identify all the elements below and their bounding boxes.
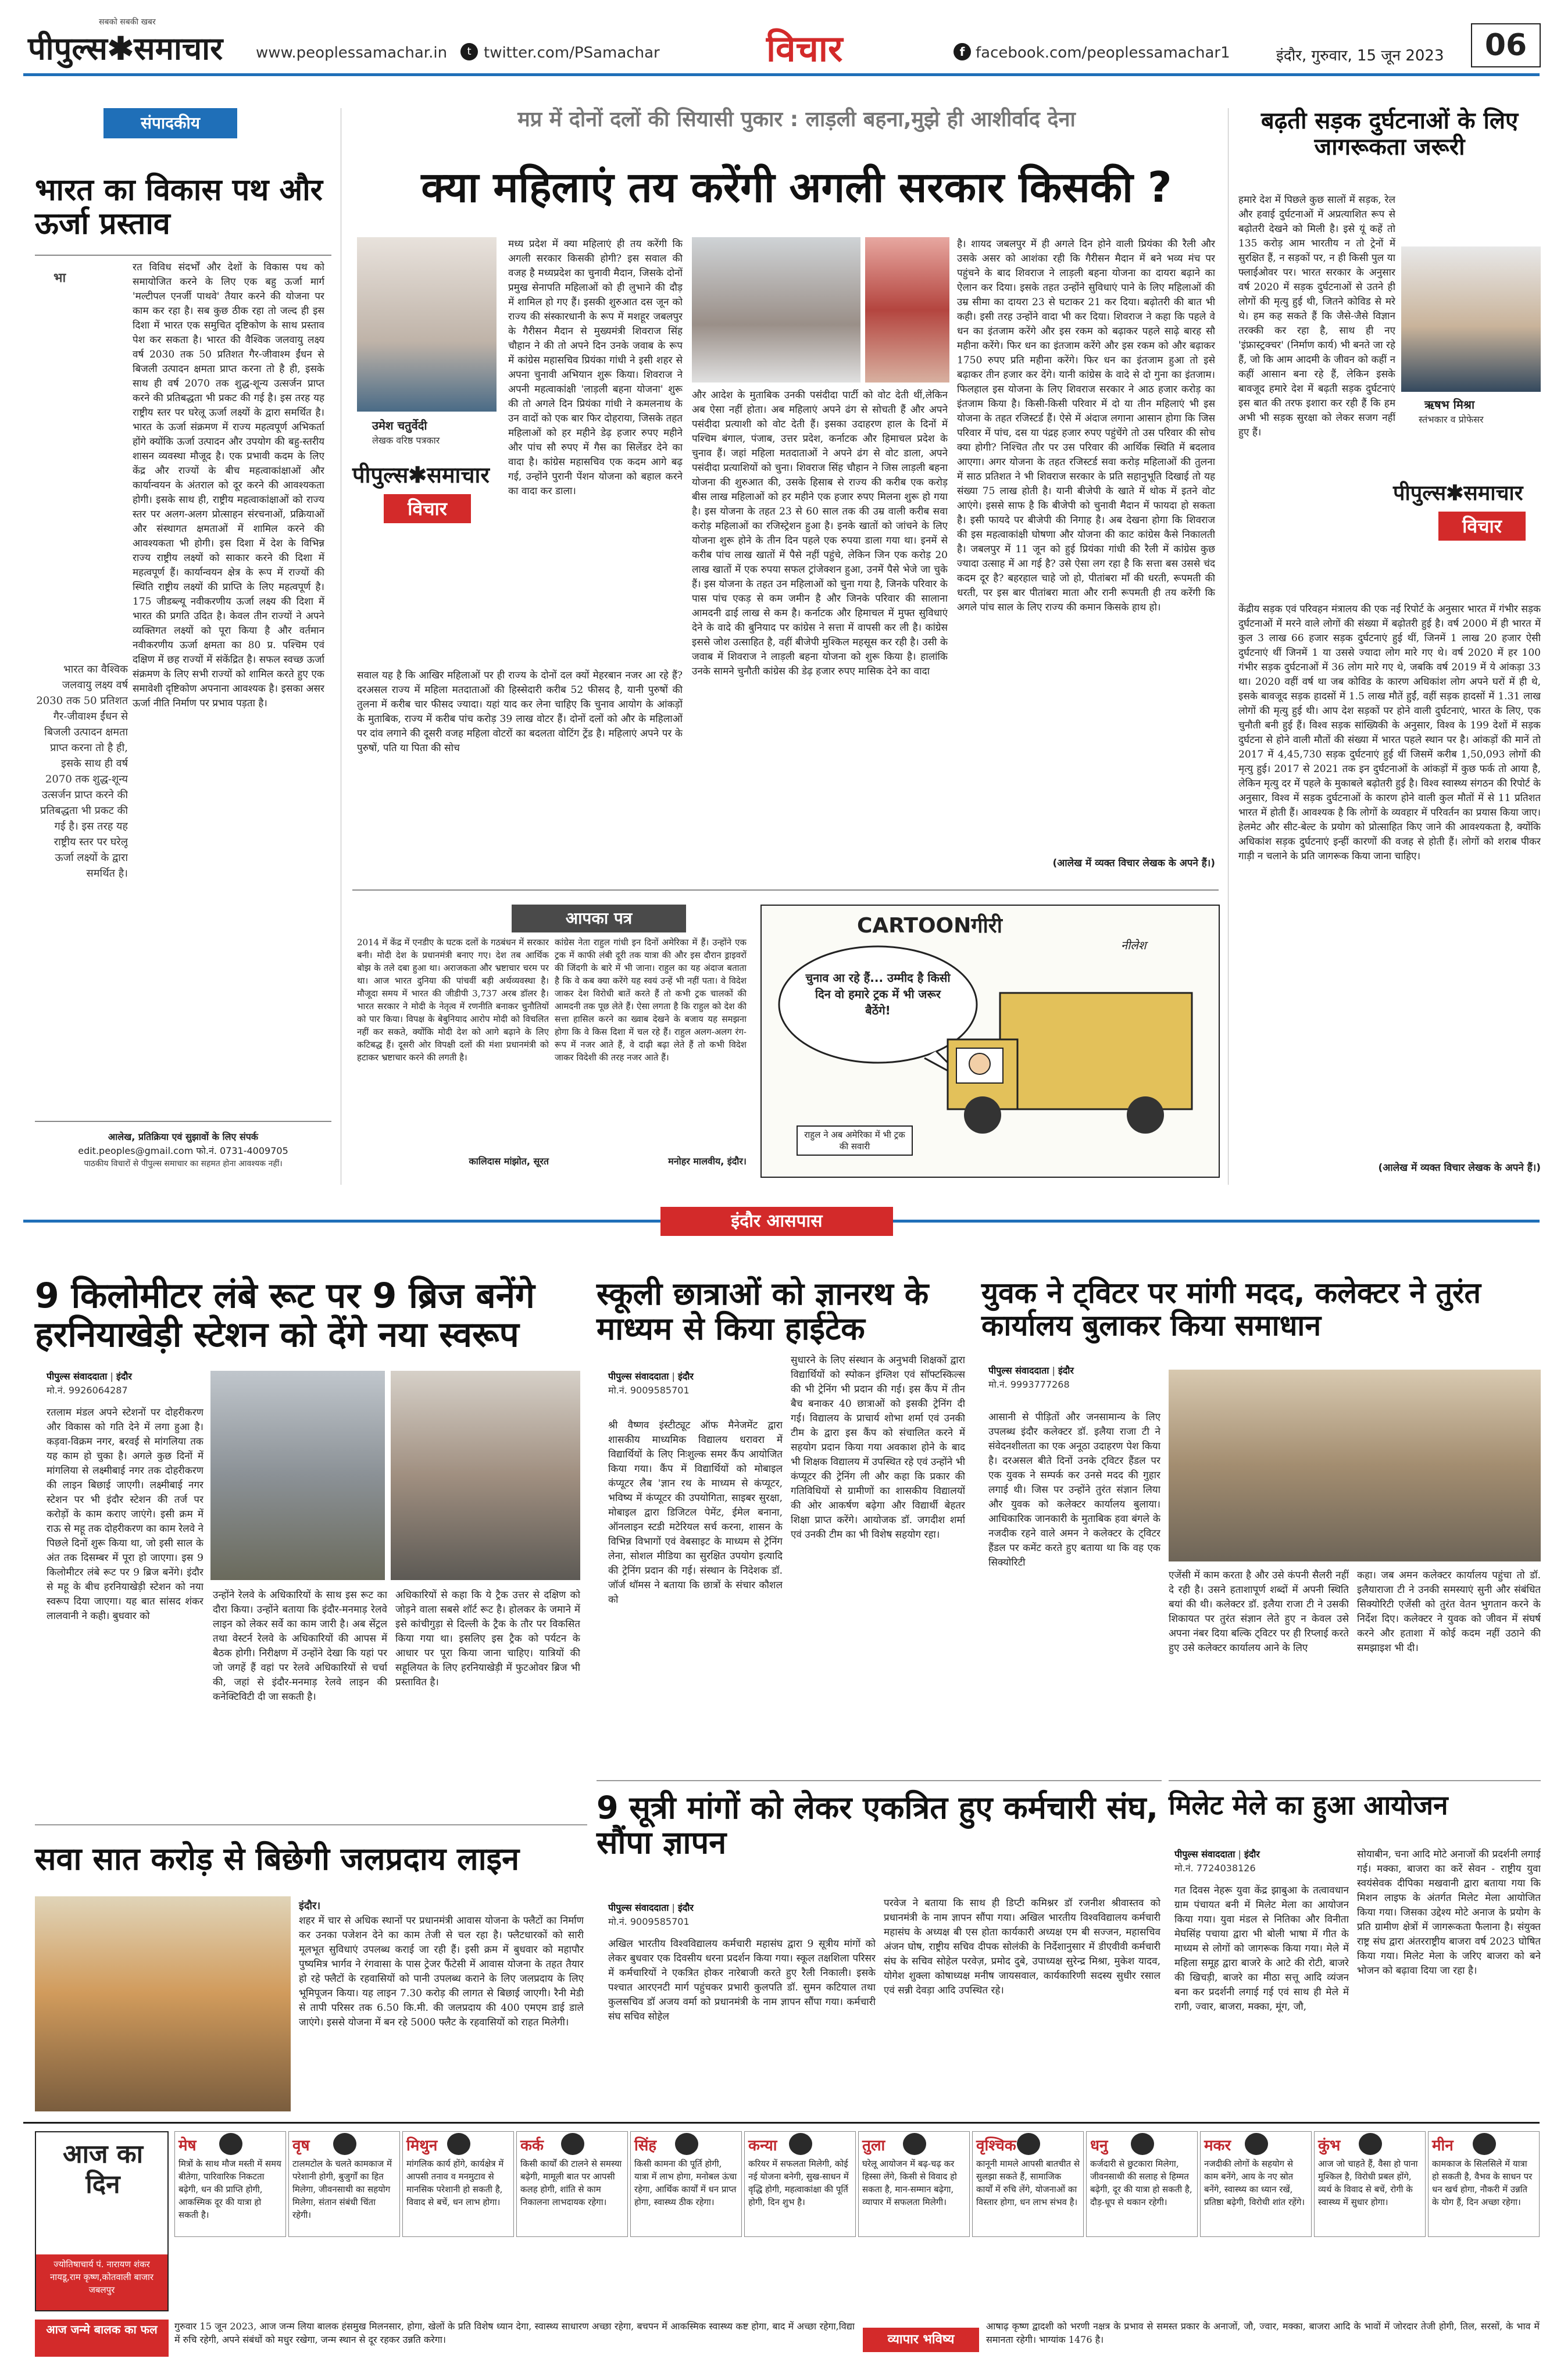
- born-child-text: गुरुवार 15 जून 2023, आज जन्म लिया बालक हंसमुख मिलनसार, होगा, खेलों के प्रति विशेष ध्यान देगा, स्वास्थ्य साधारण अच्छा रहेगा, बचपन में आकस्मिक स्वास्थ्य कष्ट होगा, बाद में अच्छा रहेगा,विद्या में रुचि रहेगी, अपने संबंधों को मधुर रखेगा, जन्म स्थान से दूर रहकर उन्नति करेगा।: [174, 2321, 855, 2345]
- s3-byline: पीपुल्स संवाददाता | इंदौर: [988, 1365, 1074, 1376]
- s5-rule: [597, 1780, 1162, 1781]
- editorial-disclaimer: पाठकीय विचारों से पीपुल्स समाचार का सहमत होना आवश्यक नहीं।: [84, 1159, 283, 1168]
- twitter-icon: t: [460, 43, 478, 60]
- trade-forecast-text: आषाढ़ कृष्ण द्वादशी को भरणी नक्षत्र के प्रभाव से समस्त प्रकार के अनाजों, जौ, ज्वार, मक्का, बाजरा आदि के भावों में जोरदार तेजी होगी, तिल, सरसों, के भाव में समानता रहेगी। भाग्यांक 1476 है।: [986, 2321, 1540, 2345]
- lead-disclaimer: (आलेख में व्यक्त विचार लेखक के अपने हैं।): [1052, 857, 1215, 869]
- s5-mobile: मो.नं. 9009585701: [608, 1916, 690, 1927]
- editorial-dropcap: भा: [53, 271, 66, 285]
- horoscope-sign-kanya: कन्या करियर में सफलता मिलेगी, कोई नई योजना बनेगी, सुख-साधन में वृद्धि होगी, महत्वाकांक्षा की पूर्ति होगी, दिन शुभ है।: [744, 2131, 856, 2237]
- masthead: [0, 0, 1557, 70]
- s2-title: स्कूली छात्राओं को ज्ञानरथ के माध्यम से किया हाईटेक: [597, 1275, 929, 1348]
- lead-kicker: मप्र में दोनों दलों की सियासी पुकार : लाड़ली बहना,मुझे ही आशीर्वाद देना: [517, 108, 1076, 131]
- horoscope-rule: [23, 2122, 1540, 2124]
- editorial-title: भारत का विकास पथ और ऊर्जा प्रस्ताव: [35, 173, 323, 242]
- s2-byline: पीपुल्स संवाददाता | इंदौर: [608, 1371, 694, 1382]
- s5-col2: परवेज ने बताया कि साथ ही डिप्टी कमिश्नर डॉ रजनीश श्रीवास्तव को प्रधानमंत्री के नाम ज्ञापन सौंपा गया। अखिल भारतीय विश्वविद्यालय कर्मचारी महासंघ के अध्यक्ष बी एस होता कार्यकारी अध्यक्ष एम बी सज्जन, महासचिव अंजन घोष, राष्ट्रीय सचिव दीपक सोलंकी के निर्देशानुसार में डीएवीवी कर्मचारी संघ के सचिव सोहेल परवेज़, प्रमोद दुबे, उपाध्यक्ष सुरेन्द्र मिश्रा, मुकेश यादव, योगेश शुक्ला कोषाध्यक्ष मनीष जायसवाल, कार्यकारिणी सदस्य सुधीर रसाल एवं सन्नी देवड़ा आदि उपस्थित रहे।: [884, 1897, 1160, 1996]
- author-photo-umesh: [357, 237, 497, 412]
- lead-col1-top: मध्य प्रदेश में क्या महिलाएं ही तय करेंगी कि अगली सरकार किसकी होगी? इस सवाल की वजह है मध्यप्रदेश का चुनावी मैदान, जिसके दोनों प्रमुख सेनापति महिलाओं को ही लुभाने की दौड़ में शामिल हो गए हैं। इसकी शुरुआत दस जून को राज्य की संस्कारधानी के रूप में मशहूर जबलपुर के गैरीसन मैदान से मुख्यमंत्री शिवराज सिंह चौहान ने की तो अपने दिन उनके जवाब के रूप में कांग्रेस महासचिव प्रियंका गांधी ने इसी शहर से अपना चुनावी अभियान शुरू किया। शिवराज ने अपनी महत्वाकांक्षी 'लाड़ली बहना योजना' शुरू की तो अगले दिन प्रियंका गांधी ने कमलनाथ के उन वादों को एक बार फिर दोहराया, जिसके तहत महिलाओं को हर महीने डेढ़ हजार रुपए महीने और पांच सौ रुपए में गैस का सिलेंडर देने का वादा है। कांग्रेस महासचिव एक कदम आगे बढ़ गई, उन्होंने पुरानी पेंशन योजना को बहाल करने का वादा कर डाला।: [508, 238, 683, 497]
- editorial-pullquote: भारत का वैश्विक जलवायु लक्ष्य वर्ष 2030 तक 50 प्रतिशत गैर-जीवाश्म ईंधन से बिजली उत्पादन क्षमता प्राप्त करना तो है ही, इसके साथ ही वर्ष 2070 तक शुद्ध-शून्य उत्सर्जन प्राप्त करने की प्रतिबद्धता भी प्रकट की गई है। इस तरह यह राष्ट्रीय स्तर पर घरेलू ऊर्जा लक्ष्यों के द्वारा समर्थित है।: [36, 663, 128, 880]
- s4-city-lead: इंदौर।: [299, 1900, 321, 1912]
- page-number: 06: [1471, 23, 1541, 67]
- s1-photo-officials: [391, 1371, 580, 1580]
- s1-col1: रतलाम मंडल अपने स्टेशनों पर दोहरीकरण और विकास को गति देने में लगा हुआ है। कड़वा-विक्रम नगर, बरवई से मांगलिया तक यह काम हो चुका है। अगले कुछ दिनों में मांगलिया से लक्ष्मीबाई नगर तक दोहरीकरण की लाइन बिछाई जाएगी। लक्ष्मीबाई नगर स्टेशन पर भी इंदौर स्टेशन की तर्ज पर करोड़ों के काम कराए जाएंगे। इसी क्रम में राऊ से महू तक दोहरीकरण का काम रेलवे ने पिछले दिनों शुरू किया था, जो इसी साल के अंत तक दिसम्बर में पूरा हो जाएगा। इस 9 किलोमीटर लंबे रूट पर 9 ब्रिज बनेंगे। इंदौर से महू के बीच हरनियाखेड़ी स्टेशन को नया स्वरूप दिया जाएगा। यह बात सांसद शंकर लालवानी ने कही। बुधवार को: [47, 1407, 203, 1622]
- s6-col1: गत दिवस नेहरू युवा केंद्र झाबुआ के तत्वावधान ग्राम पंचायत बनी में मिलेट मेला का आयोजन किया गया। युवा मंडल से नितिका और विनीता मेघसिंह पचाया द्वारा भी बोली भाषा में गीत के माध्यम से लोगों को जागरूक किया गया। मेले में महिला समूह द्वारा बाजरे के आटे की रोटी, बाजरे की खिचड़ी, बाजरे का मीठा सत्तू आदि व्यंजन बना कर प्रदर्शनी लगाई गई एवं साथ ही मेले में रागी, ज्वार, बाजरा, मक्का, मूंग, जौ,: [1174, 1885, 1349, 2013]
- s1-col3: अधिकारियों से कहा कि ये ट्रैक उत्तर से दक्षिण को जोड़ने वाला सबसे शॉर्ट रूट है। होलकर के जमाने में इसे कांचीगुड़ा से दिल्ली के ट्रैक के तौर पर विकसित किया गया था। इसलिए इस ट्रैक को पर्यटन के आधार पर पूरा किया जाना चाहिए। यात्रियों की सहूलियत के लिए हरनियाखेड़ी में फुटओवर ब्रिज भी प्रस्तावित है।: [395, 1589, 580, 1688]
- horoscope-sign-singh: सिंह किसी कामना की पूर्ति होगी, यात्रा में लाभ होगा, मनोबल ऊंचा रहेगा, आर्थिक कार्यों में धन प्राप्त होगा, स्वास्थ्य ठीक रहेगा।: [630, 2131, 742, 2237]
- letter-1: 2014 में केंद्र में एनडीए के घटक दलों के गठबंधन में सरकार बनी। मोदी देश के प्रधानमंत्री बनाए गए। देश तब आर्थिक बोझ के तले दबा हुआ था। अराजकता और भ्रष्टाचार चरम पर था। आज भारत दुनिया की पांचवीं बड़ी अर्थव्यवस्था है। मौजूदा समय में भारत की जीडीपी 3,737 अरब डॉलर है। भारत सरकार ने मोदी के नेतृत्व में रणनीति बनाकर चुनौतियों को पार किया। विपक्ष के बेबुनियाद आरोप मोदी को विचलित नहीं कर सकते, क्योंकि मोदी देश को आगे बढ़ाने के लिए कटिबद्ध हैं। दूसरी ओर विपक्षी दलों की मंशा प्रधानमंत्री को हटाकर भ्रष्टाचार करने की लगती है।: [357, 937, 549, 1063]
- horoscope-sign-meen: मीन कामकाज के सिलसिले में यात्रा हो सकती है, वैभव के साधन पर धन खर्च होगा, नौकरी में उन्नति के योग हैं, दिन अच्छा रहेगा।: [1428, 2131, 1540, 2237]
- s3-col3: कहा। जब अमन कलेक्टर कार्यालय पहुंचा तो डॉ. इलैयाराजा टी ने उनकी समस्याएं सुनी और संबंधित सिक्योरिटी एजेंसी को तुरंत वेतन भुगतान करने के निर्देश दिए। कलेक्टर ने युवक को जीवन में संघर्ष करने और हताशा में कोई कदम नहीं उठाने की समझाइश भी दी।: [1357, 1570, 1541, 1654]
- horoscope-astrologer: ज्योतिषाचार्य पं. नारायण शंकर नायडू,राम कृष्ण,कोतवाली बाजार जबलपुर: [36, 2254, 167, 2310]
- horoscope-sign-vrishchik: वृश्चिक कानूनी मामले आपसी बातचीत से सुलझा सकते हैं, सामाजिक कार्यों में रुचि लेंगे, योजनाओं का विस्तार होगा, धन लाभ संभव है।: [972, 2131, 1084, 2237]
- s2-col1: श्री वैष्णव इंस्टीट्यूट ऑफ मैनेजमेंट द्वारा शासकीय माध्यमिक विद्यालय धरावरा में विद्यार्थियों के लिए निःशुल्क समर कैंप आयोजित किया गया। कैंप में विद्यार्थियों को मोबाइल कंप्यूटर लैब 'ज्ञान रथ के माध्यम से कंप्यूटर, भविष्य में कंप्यूटर की उपयोगिता, साइबर सुरक्षा, मोबाइल द्वारा डिजिटल पेमेंट, ईमेल बनाना, ऑनलाइन स्टडी मटेरियल सर्च करना, शासन के विभिन्न विभागों एवं वेबसाइट के माध्यम से ट्रेनिंग लेना, सोशल मीडिया का सुरक्षित उपयोग इत्यादि की ट्रेनिंग प्रदान की गई। संस्थान के निदेशक डॉ. जॉर्ज थॉमस ने बताया कि छात्रों के संचार कौशल को: [608, 1420, 783, 1606]
- lead-section-label: विचार: [384, 494, 471, 523]
- facebook-link[interactable]: facebook.com/peoplessamachar1: [976, 44, 1230, 62]
- sagittarius-icon: [1131, 2133, 1154, 2155]
- s4-title: सवा सात करोड़ से बिछेगी जलप्रदाय लाइन: [35, 1841, 520, 1877]
- cartoon-signature: नीलेश: [1121, 938, 1147, 952]
- truck-wheel-back: [1127, 1096, 1164, 1134]
- aquarius-icon: [1359, 2133, 1382, 2155]
- letters-title: आपका पत्र: [512, 905, 686, 932]
- s1-col2: उन्होंने रेलवे के अधिकारियों के साथ इस रूट का दौरा किया। उन्होंने बताया कि इंदौर-मनमाड़ रेलवे लाइन को लेकर सर्वे का काम जारी है। अब सेंट्रल तथा वेस्टर्न रेलवे के अधिकारियों की आपस में बैठक होगी। निरीक्षण में उन्होंने देखा कि यहां पर जो जगहें हैं वहां पर रेलवे अधिकारियों से चर्चा की, जहां से इंदौर-मनमाड़ रेलवे लाइन की कनेक्टिविटी दी जा सकती है।: [213, 1589, 387, 1703]
- lead-col1b: सवाल यह है कि आखिर महिलाओं पर ही राज्य के दोनों दल क्यों मेहरबान नजर आ रहे हैं? दरअसल राज्य में महिला मतदाताओं की हिस्सेदारी करीब 52 फीसद है, यानी पुरुषों की तुलना में करीब चार फीसद ज्यादा। यहां याद कर लेना चाहिए कि चुनाव आयोग के आंकड़ों के मुताबिक, राज्य में करीब पांच करोड़ 39 लाख वोटर हैं। दोनों दलों को और के महिलाओं पर दांव लगाने की दूसरी वजह महिला वोटरों का बदलता वोटिंग ट्रेंड है। महिलाएं अपने पर के पुरुषों, पति या पिता की सोच: [357, 670, 683, 754]
- cartoon-caption: राहुल ने अब अमेरिका में भी ट्रक की सवारी: [797, 1125, 913, 1156]
- s6-rule: [1169, 1780, 1541, 1781]
- section-title: विचार: [766, 27, 843, 70]
- cartoon-title: CARTOONगीरी: [857, 914, 1002, 938]
- s3-photo-collector: [1169, 1370, 1541, 1561]
- driver-head: [969, 1053, 990, 1074]
- accidents-author-name: ऋषभ मिश्रा: [1424, 398, 1475, 412]
- accidents-section-label: विचार: [1438, 512, 1526, 541]
- s5-title: 9 सूत्री मांगों को लेकर एकत्रित हुए कर्मचारी संघ, सौंपा ज्ञापन: [597, 1789, 1159, 1861]
- s4-body: शहर में चार से अधिक स्थानों पर प्रधानमंत्री आवास योजना के फ्लैटों का निर्माण कर उनका पजेशन देने का काम तेजी से चल रहा है। फ्लैटधारकों को सारी मूलभूत सुविधाएं उपलब्ध कराई जा रही हैं। इसी क्रम में बुधवार को महापौर पुष्यमित्र भार्गव ने रंगवासा के पास ट्रेजर फैंटेसी में आवास योजना के तहत तैयार हो रहे फ्लैटों के रहवासियों को पानी उपलब्ध कराने के लिए जलप्रदाय के लिए भूमिपूजन किया। यह लाइन 7.30 करोड़ की लागत से बिछाई जाएगी। रैनी मेडी से तापी परिसर तक 6.50 कि.मी. की जलप्रदाय की 400 एमएम डाई डाले जाएंगे। इससे योजना में बन रहे 5000 फ्लैट के रहवासियों को राहत मिलेगी।: [299, 1915, 584, 2028]
- s4-rule: [35, 1824, 587, 1825]
- horoscope-sign-vrish: वृष टालमटोल के चलते कामकाज में परेशानी होगी, बुजुर्गों का हित मिलेगा, जीवनसाथी का सहयोग मिलेगा, संतान संबंधी चिंता रहेगी।: [288, 2131, 400, 2237]
- cancer-icon: [561, 2133, 584, 2155]
- s5-col1: अखिल भारतीय विश्वविद्यालय कर्मचारी महासंघ द्वारा 9 सूत्रीय मांगों को लेकर बुधवार एक दिवसीय धरना प्रदर्शन किया गया। स्कूल तक्षशिला परिसर में कर्मचारियों ने एकत्रित होकर नारेबाजी करते हुए रैली निकाली। इसके पश्चात आरएनटी मार्ग पहुंचकर प्रभारी कुलपति डॉ. सुमन कटियाल तथा कुलसचिव डॉ अजय वर्मा को प्रधानमंत्री के नाम ज्ञापन सौंपा गया। कर्मचारी संघ सचिव सोहेल: [608, 1938, 876, 2022]
- lead-title: क्या महिलाएं तय करेंगी अगली सरकार किसकी ?: [421, 163, 1172, 212]
- libra-icon: [903, 2133, 926, 2155]
- accidents-title: बढ़ती सड़क दुर्घटनाओं के लिए जागरूकता जरूरी: [1260, 108, 1519, 160]
- s6-mobile: मो.नं. 7724038126: [1174, 1863, 1256, 1874]
- truck-wheel-front: [964, 1096, 1001, 1134]
- author-photo-rishabh: [1401, 246, 1541, 392]
- editorial-footer-contact: आलेख, प्रतिक्रिया एवं सुझावों के लिए संपर्क: [108, 1131, 259, 1142]
- s2-mobile: मो.नं. 9009585701: [608, 1385, 690, 1396]
- horoscope-box: [35, 2131, 169, 2311]
- accidents-section-logo: पीपुल्स✱समाचार: [1393, 481, 1523, 505]
- priyanka-photo: [865, 237, 949, 383]
- virgo-icon: [789, 2133, 812, 2155]
- facebook-icon: f: [954, 43, 971, 60]
- s1-mobile: मो.नं. 9926064287: [47, 1385, 128, 1396]
- column-divider-2: [1228, 108, 1229, 1185]
- editorial-footer-rule: [35, 1121, 331, 1122]
- accidents-disclaimer: (आलेख में व्यक्त विचार लेखक के अपने हैं।): [1378, 1162, 1541, 1174]
- horoscope-sign-mithun: मिथुन मांगलिक कार्य होंगे, कार्यक्षेत्र में आपसी तनाव व मनमुटाव से मानसिक परेशानी हो सकती है, विवाद से बचें, धन लाभ होगा।: [402, 2131, 514, 2237]
- horoscope-sign-tula: तुला घरेलू आयोजन में बढ़-चढ़ कर हिस्सा लेंगे, किसी से विवाद हो सकता है, मान-सम्मान बढ़ेगा, व्यापार में सफलता मिलेगी।: [858, 2131, 970, 2237]
- gemini-icon: [447, 2133, 470, 2155]
- s6-col2: सोयाबीन, चना आदि मोटे अनाजों की प्रदर्शनी लगाई गई। मक्का, बाजरा का करें सेवन - राष्ट्रीय युवा स्वयंसेवक दीपिका मखवानी द्वारा बताया गया कि मिशन लाइफ के अंतर्गत मिलेट मेला आयोजित किया गया। जिसका उद्देश्य मोटे अनाज के प्रयोग के प्रति ग्रामीण क्षेत्रों में जागरूकता फैलाना है। संयुक्त राष्ट्र संघ द्वारा अंतरराष्ट्रीय बाजरा वर्ष 2023 घोषित किया गया। मिलेट मेला के जरिए बाजरा को बने भोजन को बढ़ावा दिया जा रहा है।: [1357, 1849, 1541, 1977]
- s1-byline: पीपुल्स संवाददाता | इंदौर: [47, 1371, 132, 1382]
- s3-title: युवक ने ट्विटर पर मांगी मदद, कलेक्टर ने तुरंत कार्यालय बुलाकर किया समाधान: [981, 1276, 1481, 1342]
- dateline: इंदौर, गुरुवार, 15 जून 2023: [1276, 47, 1444, 65]
- editorial-tag: संपादकीय: [103, 108, 237, 138]
- lead-col3: है। शायद जबलपुर में ही अगले दिन होने वाली प्रियंका की रैली और उसके असर को आशंका रही कि गैरीसन मैदान में बने भव्य मंच पर पहुंचने के बाद शिवराज ने लाड़ली बहना योजना का दायरा बढ़ाने का ऐलान कर दिया। इसके तहत उन्होंने सुविधाएं पाने के लिए महिलाओं की उम्र सीमा का दायरा 23 से घटाकर 21 कर दिया। बढ़ोतरी की बात भी कही। इसी तरह उन्होंने वादा भी कर दिया। शिवराज ने कहा कि पहले वे धन का इंतजाम करेंगे और इस रकम को बढ़ाकर पहले साढ़े बारह सौ महीना करेंगे। फिर धन का इंतजाम करेंगे और इस रकम को और बढ़ाकर 1750 रुपए प्रति महीना करेंगे। फिर धन का इंतजाम हुआ तो इसे बढ़ाकर तीन हजार कर देंगे। यानी कांग्रेस के वादे से दो गुना का इंतजाम। फिलहाल इस योजना के लिए शिवराज सरकार ने आठ हजार करोड़ का इंतजाम किया है। किसी-किसी परिवार में दो या तीन महिलाएं भी इस योजना के तहत रजिस्टर्ड हैं। ऐसे में अंदाज लगाना आसान होगा कि जिस परिवार में पांच, दस या पंद्रह हजार रुपए पहुंचेंगे तो उस परिवार की सोच क्या होगी? निश्चित तौर पर उस परिवार की आर्थिक स्थिति में बदलाव आएगा। अगर योजना के तहत रजिस्टर्ड सवा करोड़ महिलाओं की तुलना में साठ प्रतिशत ने भी शिवराज सरकार के प्रति सहानुभूति दिखाई तो यह संख्या 75 लाख होती है। यानी बीजेपी के खाते में थोक में इतने वोट आएंगे। इससे साफ है कि बीजेपी को चुनावी मैदान में फायदा हो सकता है। इसी फायदे पर बीजेपी की निगाह है। अब देखना होगा कि शिवराज की इस महत्वाकांक्षी घोषणा और योजना की काट कांग्रेस कैसे निकालती है। जबलपुर में 11 जून को हुई प्रियंका गांधी की रैली में कांग्रेस कुछ ज्यादा उत्साह में आ गई है? उसे ऐसा लग रहा है कि सत्ता बस उससे चंद कदम दूर है? बहरहाल चाहे जो हो, पीतांबरा माँ की धरती, रूपमती की धरती, पर इस बार पीतांबरा माता और रानी रूपमती ही तय करेंगी कि अगले पांच साल के लिए राज्य की कमान किसके हाथ हो।: [957, 238, 1215, 613]
- horoscope-sign-makar: मकर नजदीकी लोगों के सहयोग से काम बनेंगे, आय के नए स्रोत बनेंगे, स्वास्थ्य का ध्यान रखें, प्रतिष्ठा बढ़ेगी, विरोधी शांत रहेंगे।: [1200, 2131, 1312, 2237]
- truck-cargo: [1000, 993, 1192, 1109]
- cartoon-panel: [760, 905, 1220, 1178]
- lead-bottom-rule: [352, 889, 1219, 891]
- masthead-rule: [23, 73, 1540, 76]
- s3-col1: आसानी से पीड़ितों और जनसामान्य के लिए उपलब्ध इंदौर कलेक्टर डॉ. इलैया राजा टी ने संवेदनशीलता का एक अनूठा उदाहरण पेश किया है। दरअसल बीते दिनों उनके ट्विटर हैंडल पर एक युवक ने सम्पर्क कर उनसे मदद की गुहार लगाई थी। जिस पर उन्होंने तुरंत संज्ञान लिया और युवक को कलेक्टर कार्यालय बुलाया। आधिकारिक जानकारी के मुताबिक हवा बंगले के नजदीक रहने वाले अमन ने कलेक्टर के ट्विटर हैंडल पर कमेंट करते हुए बताया था कि वह एक सिक्योरिटी: [988, 1411, 1160, 1568]
- cartoon-bubble-text: चुनाव आ रहे हैं... उम्मीद है किसी दिन वो हमारे ट्रक में भी जरूर बैठेंगे!: [805, 971, 951, 1017]
- s1-photo-site: [210, 1371, 385, 1580]
- s6-title: मिलेट मेले का हुआ आयोजन: [1169, 1789, 1448, 1821]
- s1-title: 9 किलोमीटर लंबे रूट पर 9 ब्रिज बनेंगे हरनियाखेड़ी स्टेशन को देंगे नया स्वरूप: [35, 1275, 535, 1356]
- lead-col2: और आदेश के मुताबिक उनकी पसंदीदा पार्टी को वोट देती थीं,लेकिन अब ऐसा नहीं होता। अब महिलाएं अपने ढंग से सोचती हैं और अपने पसंदीदा प्रत्याशी को वोट देती हैं। इसका उदाहरण हाल के दिनों में पश्चिम बंगाल, पंजाब, उत्तर प्रदेश, कर्नाटक और हिमाचल प्रदेश के चुनाव हैं। जहां महिला मतदाताओं ने अपने ढंग से वोट डाला, अपने पसंदीदा प्रत्याशियों को चुना। शिवराज सिंह चौहान ने जिस लाड़ली बहना योजना की शुरुआत की, उसके हिसाब से राज्य की करीब एक करोड़ बीस लाख महिलाओं को हर महीने एक हजार रुपए मिलना शुरू हो गया है। इस योजना के तहत 23 से 60 साल तक की उम्र वाली करीब सवा करोड़ महिलाओं का रजिस्ट्रेशन हुआ है। इनके खातों को जांचने के लिए योजना शुरू होने के तीन दिन पहले एक रुपया डाला गया था। इनमें से करीब पांच लाख खातों में पैसे नहीं पहुंचे, लेकिन जिन एक करोड़ 20 लाख खातों में एक रुपया सफल ट्रांजेक्शन हुआ, उनमें पैसे भेजे जा चुके हैं। इस योजना के तहत उन महिलाओं को चुना गया है, जिनके परिवार के पास पांच एकड़ से कम जमीन है और जिनके परिवार की सालाना आमदनी ढाई लाख से कम है। कर्नाटक और हिमाचल में मुफ्त सुविधाएं देने के वादे की बुनियाद पर कांग्रेस ने सत्ता में वापसी कर ली है। कांग्रेस इससे जोश उत्साहित है, वहीं बीजेपी मुश्किल महसूस कर रही है। उसी के जवाब में शिवराज ने लाड़ली बहना योजना को शुरू किया है। हालांकि उनके सामने चुनौती कांग्रेस की डेढ़ हजार रुपए मासिक देने का वादा: [692, 389, 948, 677]
- shivraj-photo: [692, 237, 860, 383]
- twitter-link[interactable]: twitter.com/PSamachar: [484, 44, 660, 62]
- horoscope-sign-mesh: मेष मित्रों के साथ मौज मस्ती में समय बीतेगा, पारिवारिक निकटता बढ़ेगी, धन की प्राप्ति होगी, आकस्मिक दूर की यात्रा हो सकती है।: [174, 2131, 286, 2237]
- s6-byline: पीपुल्स संवाददाता | इंदौर: [1174, 1849, 1260, 1860]
- editorial-email[interactable]: edit.peoples@gmail.com फो.नं. 0731-4009705: [78, 1145, 288, 1156]
- letter-2-signature: मनोहर मालवीय, इंदौर।: [668, 1156, 747, 1167]
- editorial-body: रत विविध संदर्भों और देशों के विकास पथ को समायोजित करने के लिए एक बहु ऊर्जा मार्ग 'मल्टीपल एनर्जी पाथवे' तैयार करने की योजना पर काम कर रहा है। सब कुछ ठीक रहा तो जल्द ही इस दिशा में भारत एक समुचित दृष्टिकोण के साथ प्रस्ताव पेश कर सकता है। भारत की वैश्विक जलवायु लक्ष्य वर्ष 2030 तक 50 प्रतिशत गैर-जीवाश्म ईंधन से बिजली उत्पादन क्षमता प्राप्त करना तो है ही, इसके साथ ही वर्ष 2070 तक शुद्ध-शून्य उत्सर्जन प्राप्त करने की प्रतिबद्धता भी प्रकट की गई है। इस तरह यह राष्ट्रीय स्तर पर घरेलू ऊर्जा लक्ष्यों के द्वारा समर्थित है। भारत के ऊर्जा संक्रमण में राज्य महत्वपूर्ण अभिकर्ता होंगे क्योंकि ऊर्जा उत्पादन और उपयोग की बहु-स्तरीय शासन व्यवस्था मौजूद है। एक प्रभावी कदम के लिए केंद्र और राज्यों के बीच महत्वाकांक्षाओं और कार्यान्वयन के अंतराल को दूर करने की आवश्यकता होगी। इसके साथ ही, राष्ट्रीय महत्वाकांक्षाओं को राज्य स्तर पर अलग-अलग प्रोत्साहन संरचनाओं, प्रक्रियाओं और संस्थागत क्षमताओं में शामिल करने की आवश्यकता भी होगी। इस दिशा में देश के विभिन्न राज्य राष्ट्रीय लक्ष्यों को साकार करने की दिशा में महत्वपूर्ण हैं। कार्यान्वयन क्षेत्र के रूप में राज्यों की स्थिति राष्ट्रीय लक्ष्यों की प्राप्ति के लिए महत्वपूर्ण है। 175 जीडब्ल्यू नवीकरणीय ऊर्जा लक्ष्य की दिशा में भारत की प्रगति उदित है। केवल तीन राज्यों ने अपने व्यक्तिगत लक्ष्यों को पूरा किया है और वर्तमान नवीकरणीय ऊर्जा क्षमता का 80 प्र. पश्चिम एवं दक्षिण में छह राज्यों में संकेंद्रित है। सफल स्वच्छ ऊर्जा संक्रमण के लिए सभी राज्यों को शामिल करते हुए एक समावेशी दृष्टिकोण अपनाना आवश्यक है। इसका असर ऊर्जा नीति निर्माण पर प्रभाव पड़ता है।: [133, 262, 324, 709]
- accidents-intro: हमारे देश में पिछले कुछ सालों में सड़क, रेल और हवाई दुर्घटनाओं में अप्रत्याशित रूप से बढ़ोतरी देखने को मिली है। इसे यूं कहें तो 135 करोड़ आम भारतीय न तो ट्रेनों में सुरक्षित हैं, न सड़कों पर, न ही किसी पुल या फ्लाईओवर पर। भारत सरकार के अनुसार वर्ष 2020 में सड़क दुर्घटनाओं से उतने ही लोगों की मृत्यु हुई थी, जितने कोविड से मरे थे। हम कह सकते हैं कि जैसे-जैसे विज्ञान तरक्की कर रहा है, साथ ही नए 'इंफ्रास्ट्रक्चर' (निर्माण कार्य) भी बनते जा रहे हैं, जो कि आम आदमी के जीवन को कहीं न कहीं आसान बना रहे हैं, लेकिन इसके बावजूद हमारे देश में बढ़ती सड़क दुर्घटनाएं इस बात की तरफ इशारा कर रही हैं कि हम अभी भी सड़क सुरक्षा को लेकर सजग नहीं हुए हैं।: [1238, 194, 1395, 438]
- website-link[interactable]: www.peoplessamachar.in: [256, 44, 448, 62]
- horoscope-sign-kumbh: कुंभ आज जो चाहते हैं, वैसा हो पाना मुश्किल है, विरोधी प्रबल होंगे, व्यर्थ के विवाद से बचें, रोगी के स्वास्थ्य में सुधार होगा।: [1314, 2131, 1426, 2237]
- s2-col2: सुधारने के लिए संस्थान के अनुभवी शिक्षकों द्वारा विद्यार्थियों को स्पोकन इंग्लिश एवं सॉफ्टस्किल्स की भी ट्रेनिंग भी प्रदान की गई। इस कैंप में तीन बैच बनाकर 40 छात्राओं को इसकी ट्रेनिंग दी गई। विद्यालय के प्राचार्य शोभा शर्मा एवं उनकी टीम के द्वारा इस कैंप को संचालित करने में सहयोग प्रदान किया गया अवकाश होने के बाद भी शिक्षक विद्यालय में उपस्थित रहे एवं उन्होंने भी कंप्यूटर की ट्रेनिंग ली और कहा कि प्रकार की गतिविधियों से ग्रामीणों का शासकीय विद्यालयों की ओर आकर्षण बढ़ेगा और विद्यार्थी बेहतर शिक्षा प्राप्त करेंगे। आयोजक डॉ. जगदीश शर्मा एवं उनकी टीम का भी विशेष सहयोग रहा।: [791, 1355, 965, 1541]
- lead-author-role: लेखक वरिष्ठ पत्रकार: [372, 435, 440, 446]
- trade-forecast-label: व्यापार भविष्य: [863, 2328, 979, 2352]
- accidents-author-role: स्तंभकार व प्रोफेसर: [1419, 414, 1484, 425]
- accidents-body: केंद्रीय सड़क एवं परिवहन मंत्रालय की एक नई रिपोर्ट के अनुसार भारत में गंभीर सड़क दुर्घटनाओं में मरने वाले लोगों की संख्या में बढ़ोतरी हुई है। वर्ष 2000 में ही भारत में कुल 3 लाख 66 हजार सड़क दुर्घटनाएं हुई थीं, जिनमें 1 लाख 20 हजार ऐसी दुर्घटनाएं थीं जिनमें 1 या उससे ज्यादा लोग मारे गए थे। वर्ष 2020 में हर 100 गंभीर सड़क दुर्घटनाओं में 36 लोग मारे गए थे, जबकि वर्ष 2019 में ये आंकड़ा 33 था। 2020 वहीं वर्ष था जब कोविड के कारण अधिकांश लोग अपने घरों में ही थे, इसके बावजूद सड़क हादसों में 1.5 लाख मौतें हुईं, वहीं सड़क हादसों में 1.31 लाख लोगों की मृत्यु हुई थी। आप देश सड़कों पर होने वाली दुर्घटनाएं, भारत के लिए, एक चुनौती बनी हुई हैं। विश्व सड़क सांख्यिकी के अनुसार, विश्व के 199 देशों में सड़क दुर्घटना से होने वाली मौतों की संख्या में भारत पहले स्थान पर है। आंकड़ों की मानें तो 2017 में 4,45,730 सड़क दुर्घटनाएं हुई थीं जिसमें करीब 1,50,093 लोगों की मृत्यु हुई। 2017 से 2021 तक इन दुर्घटनाओं के आंकड़ों में कुछ फर्क तो आया है, लेकिन मृत्यु दर में पहले के मुकाबले बढ़ोतरी हुई है। विश्व स्वास्थ्य संगठन की रिपोर्ट के अनुसार, विश्व में सड़क दुर्घटनाओं के कारण होने वाली कुल मौतों में से 11 प्रतिशत भारत में होती हैं। आवश्यक है कि लोगों के व्यवहार में परिवर्तन का प्रयास किया जाए। हेलमेट और सीट-बेल्ट के प्रयोग को प्रोत्साहित किए जाने की आवश्यकता है, क्योंकि अधिकांश सड़क दुर्घटनाएं इन्हीं कारणों की वजह से होती हैं। लोगों को शराब पीकर गाड़ी न चलाने के प्रति जागरूक किया जाना चाहिए।: [1238, 603, 1541, 862]
- horoscope-title: आज का दिन: [62, 2139, 144, 2199]
- masthead-logo: पीपुल्स✱समाचार: [28, 30, 223, 67]
- letter-2: कांग्रेस नेता राहुल गांधी इन दिनों अमेरिका में हैं। उन्होंने एक ट्रक में काफी लंबी दूरी तक यात्रा की और इस दौरान ड्राइवरों की जिंदगी के बारे में भी जाना। राहुल का यह अंदाज बताता है कि वे कब क्या करेंगे यह स्वयं उन्हें भी नहीं पता। वे विदेश जाकर देश विरोधी बातें करते हैं तो कभी ट्रक चालकों की आमदनी तक पूछ लेते हैं। ऐसा लगता है कि राहुल को देश की सत्ता हासिल करने का ख्वाब देखने के बजाय यह समझना होगा कि वे किस दिशा में चल रहे हैं। राहुल अलग-अलग रंग-रूप में नजर आते हैं, वे दाढ़ी बढ़ा लेते हैं तो कभी विदेश जाकर विदेशी की तरह नजर आते हैं।: [555, 937, 747, 1063]
- s3-mobile: मो.नं. 9993777268: [988, 1379, 1070, 1390]
- s4-photo-ceremony: [35, 1896, 291, 2111]
- scorpio-icon: [1017, 2133, 1040, 2155]
- indore-section-tag: इंदौर आसपास: [660, 1207, 893, 1236]
- capricorn-icon: [1245, 2133, 1268, 2155]
- horoscope-sign-dhanu: धनु कर्जदारी से छुटकारा मिलेगा, जीवनसाथी की सलाह से हिम्मत बढ़ेगी, दूर की यात्रा हो सकती है, दौड़-धूप से थकान रहेगी।: [1086, 2131, 1198, 2237]
- lead-author-name: उमेश चतुर्वेदी: [372, 419, 427, 433]
- s5-byline: पीपुल्स संवाददाता | इंदौर: [608, 1902, 694, 1913]
- pisces-icon: [1473, 2133, 1496, 2155]
- born-child-label: आज जन्मे बालक का फल: [35, 2320, 169, 2357]
- horoscope-sign-kark: कर्क किसी कार्यों की टालने से समस्या बढ़ेगी, मामूली बात पर आपसी कलह होगी, शांति से काम निकालना लाभदायक रहेगा।: [516, 2131, 628, 2237]
- s3-col2: एजेंसी में काम करता है और उसे कंपनी सैलरी नहीं दे रही है। उसने हताशापूर्ण शब्दों में अपनी स्थिति बयां की थी। कलेक्टर डॉ. इलैया राजा टी ने उसकी शिकायत पर तुरंत संज्ञान लेते हुए न केवल उसे अपना नंबर दिया बल्कि ट्विटर पर ही रिप्लाई करते हुए उसे कलेक्टर कार्यालय आने के लिए: [1169, 1570, 1349, 1654]
- leo-icon: [675, 2133, 698, 2155]
- letter-1-signature: कालिदास मांझोत, सूरत: [469, 1156, 549, 1167]
- taurus-icon: [333, 2133, 356, 2155]
- masthead-tagline: सबको सबकी खबर: [99, 17, 156, 27]
- aries-icon: [219, 2133, 242, 2155]
- editorial-rule: [35, 255, 331, 256]
- lead-section-logo: पीपुल्स✱समाचार: [352, 462, 490, 488]
